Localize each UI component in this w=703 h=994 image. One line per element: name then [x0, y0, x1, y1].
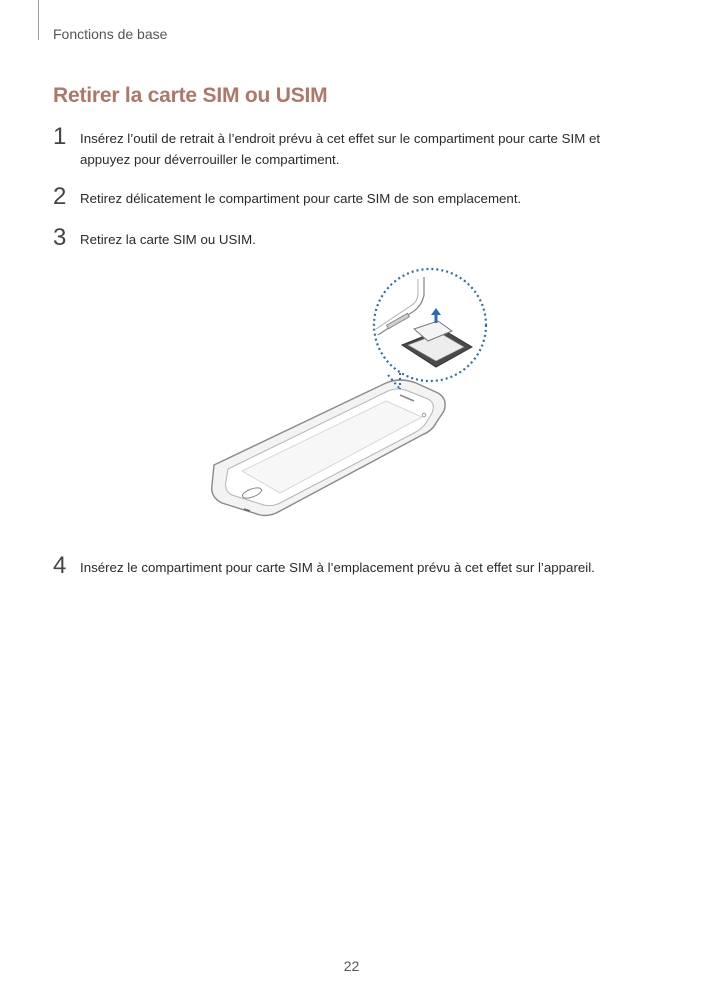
step-text: Retirez délicatement le compartiment pour carte SIM de son emplacement.: [80, 191, 522, 206]
page-title: Retirer la carte SIM ou USIM: [53, 84, 328, 107]
step-number: 3: [53, 224, 67, 251]
step-text: Insérez le compartiment pour carte SIM à l’emplacement prévu à cet effet sur l’appareil.: [80, 560, 595, 575]
step-text: Retirez la carte SIM ou USIM.: [80, 232, 256, 247]
header-rule: [38, 0, 39, 40]
step-number: 1: [53, 123, 67, 150]
step-number: 2: [53, 183, 67, 210]
step-number: 4: [53, 552, 67, 579]
section-label: Fonctions de base: [53, 26, 168, 42]
phone-drawing: [212, 380, 445, 516]
step-text: Insérez l’outil de retrait à l’endroit prévu à cet effet sur le compartiment pour carte SIM et appuyez pour déverrouiller le compartiment.: [80, 131, 601, 167]
page-number: 22: [343, 958, 360, 974]
zoom-callout: [374, 269, 486, 389]
sim-removal-illustration: [200, 265, 500, 530]
